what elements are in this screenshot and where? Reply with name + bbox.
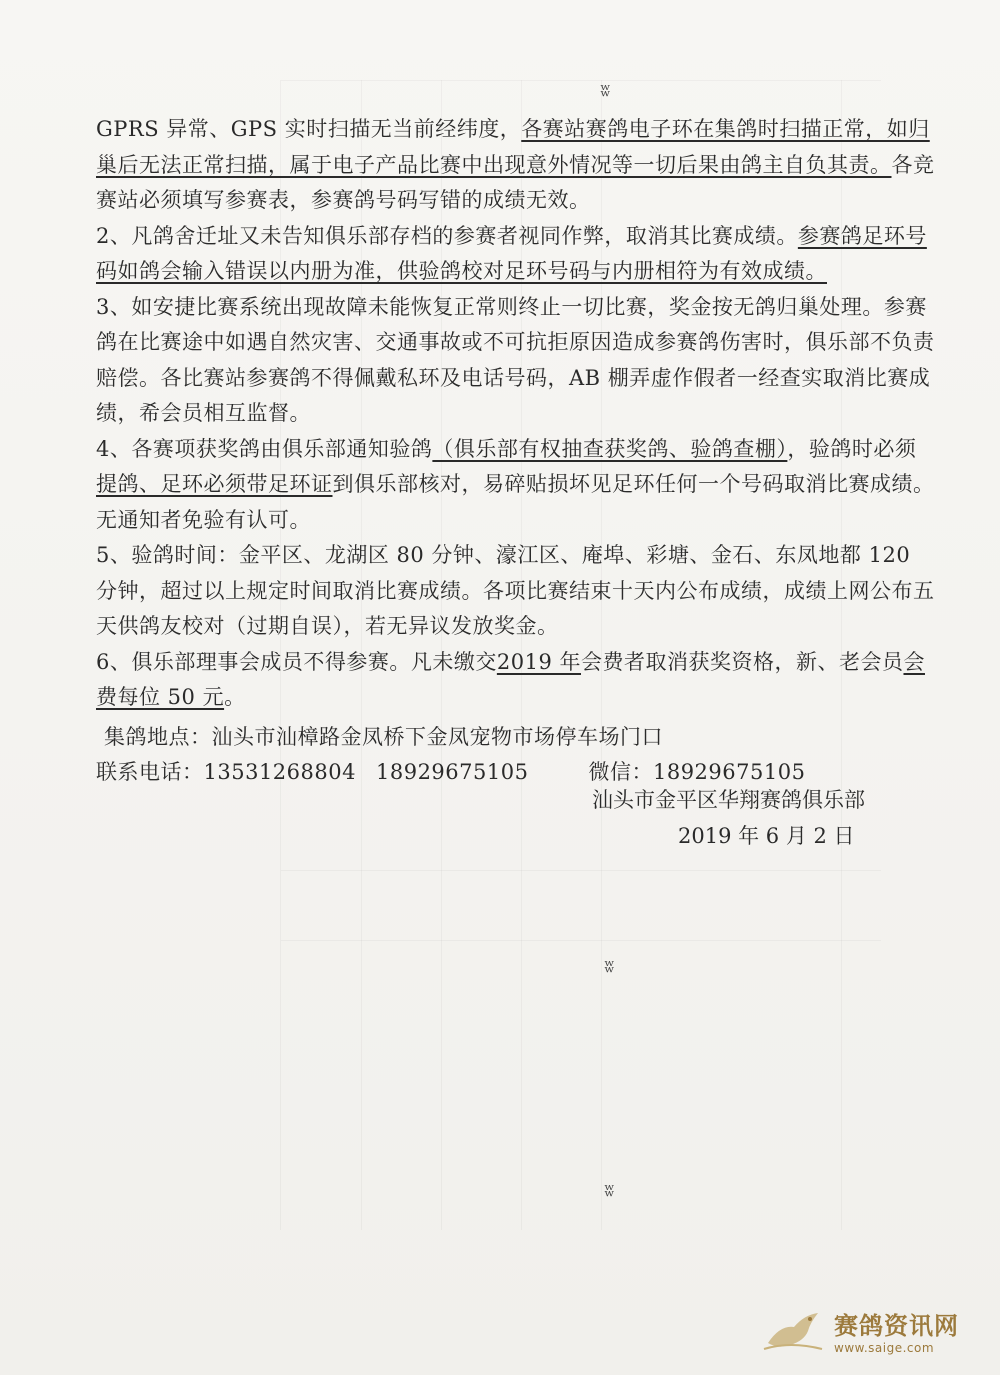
site-watermark — [760, 1300, 980, 1360]
underlined-text: 各赛站赛鸽电子环在集鸽时扫描正常，如归巢后无法正常扫描，属于电子产品比赛中出现意外情况等一切后果由鸽主自负其责。 — [96, 117, 930, 177]
paragraph-6: 6、俱乐部理事会成员不得参赛。凡未缴交2019 年会费者取消获奖资格，新、老会员会费每位 50 元。 — [96, 649, 925, 709]
location-label: 集鸽地点： — [104, 724, 212, 749]
paragraph-1: GPRS 异常、GPS 实时扫描无当前经纬度，各赛站赛鸽电子环在集鸽时扫描正常，如归巢后无法正常扫描，属于电子产品比赛中出现意外情况等一切后果由鸽主自负其责。各竞赛站必须填写参赛表，参赛鸽号码写错的成绩无效。 — [96, 117, 935, 212]
location-value: 汕头市汕樟路金凤桥下金凤宠物市场停车场门口 — [211, 724, 663, 749]
underlined-text: （俱乐部有权抽查获奖鸽、验鸽查棚） — [432, 436, 788, 461]
document-date: 2019 年 6 月 2 日 — [678, 824, 855, 848]
wechat-label: 微信： — [588, 760, 653, 784]
signature-block — [592, 782, 912, 854]
paragraph-2: 2、凡鸽舍迁址又未告知俱乐部存档的参赛者视同作弊，取消其比赛成绩。参赛鸽足环号码如鸽会输入错误以内册为准，供验鸽校对足环号码与内册相符为有效成绩。 — [96, 223, 927, 283]
underlined-text: 参赛鸽足环号码如鸽会输入错误以内册为准，供验鸽校对足环号码与内册相符为有效成绩。 — [96, 223, 927, 283]
paragraph-5: 5、验鸽时间：金平区、龙湖区 80 分钟、濠江区、庵埠、彩塘、金石、东凤地都 120 分钟，超过以上规定时间取消比赛成绩。各项比赛结束十天内公布成绩，成绩上网公布五天供鸽友校对（过期自误），若无异议发放奖金。 — [96, 543, 935, 638]
watermark-title: 赛鸽资讯网 — [834, 1311, 959, 1340]
underlined-text: 提鸽、足环必须带足环证 — [96, 472, 333, 496]
pigeon-logo-icon — [760, 1305, 826, 1355]
underlined-text: 2019 年 — [496, 649, 581, 674]
notice-body — [96, 112, 936, 791]
scan-mark: ʬ — [600, 80, 611, 101]
phone-number-1: 13531268804 — [203, 760, 356, 784]
paragraph-3: 3、如安捷比赛系统出现故障未能恢复正常则终止一切比赛，奖金按无鸽归巢处理。参赛鸽在比赛途中如遇自然灾害、交通事故或不可抗拒原因造成参赛鸽伤害时，俱乐部不负责赔偿。各比赛站参赛鸽不得佩戴私环及电话号码，AB 棚弄虚作假者一经查实取消比赛成绩，希会员相互监督。 — [96, 294, 935, 425]
scan-mark: ʬ — [604, 956, 615, 977]
wechat-value: 18929675105 — [652, 760, 806, 784]
location-line — [96, 720, 936, 756]
phone-number-2: 18929675105 — [375, 760, 529, 784]
scan-mark: ʬ — [604, 1180, 615, 1201]
organization-name: 汕头市金平区华翔赛鸽俱乐部 — [592, 788, 865, 812]
paragraph-4: 4、各赛项获奖鸽由俱乐部通知验鸽（俱乐部有权抽查获奖鸽、验鸽查棚），验鸽时必须提鸽、足环必须带足环证到俱乐部核对，易碎贴损坏见足环任何一个号码取消比赛成绩。无通知者免验有认可。 — [96, 436, 935, 532]
watermark-url: www.saige.com — [834, 1340, 935, 1355]
phone-label: 联系电话： — [96, 760, 204, 784]
underlined-text: 会费每位 50 元 — [96, 649, 925, 709]
